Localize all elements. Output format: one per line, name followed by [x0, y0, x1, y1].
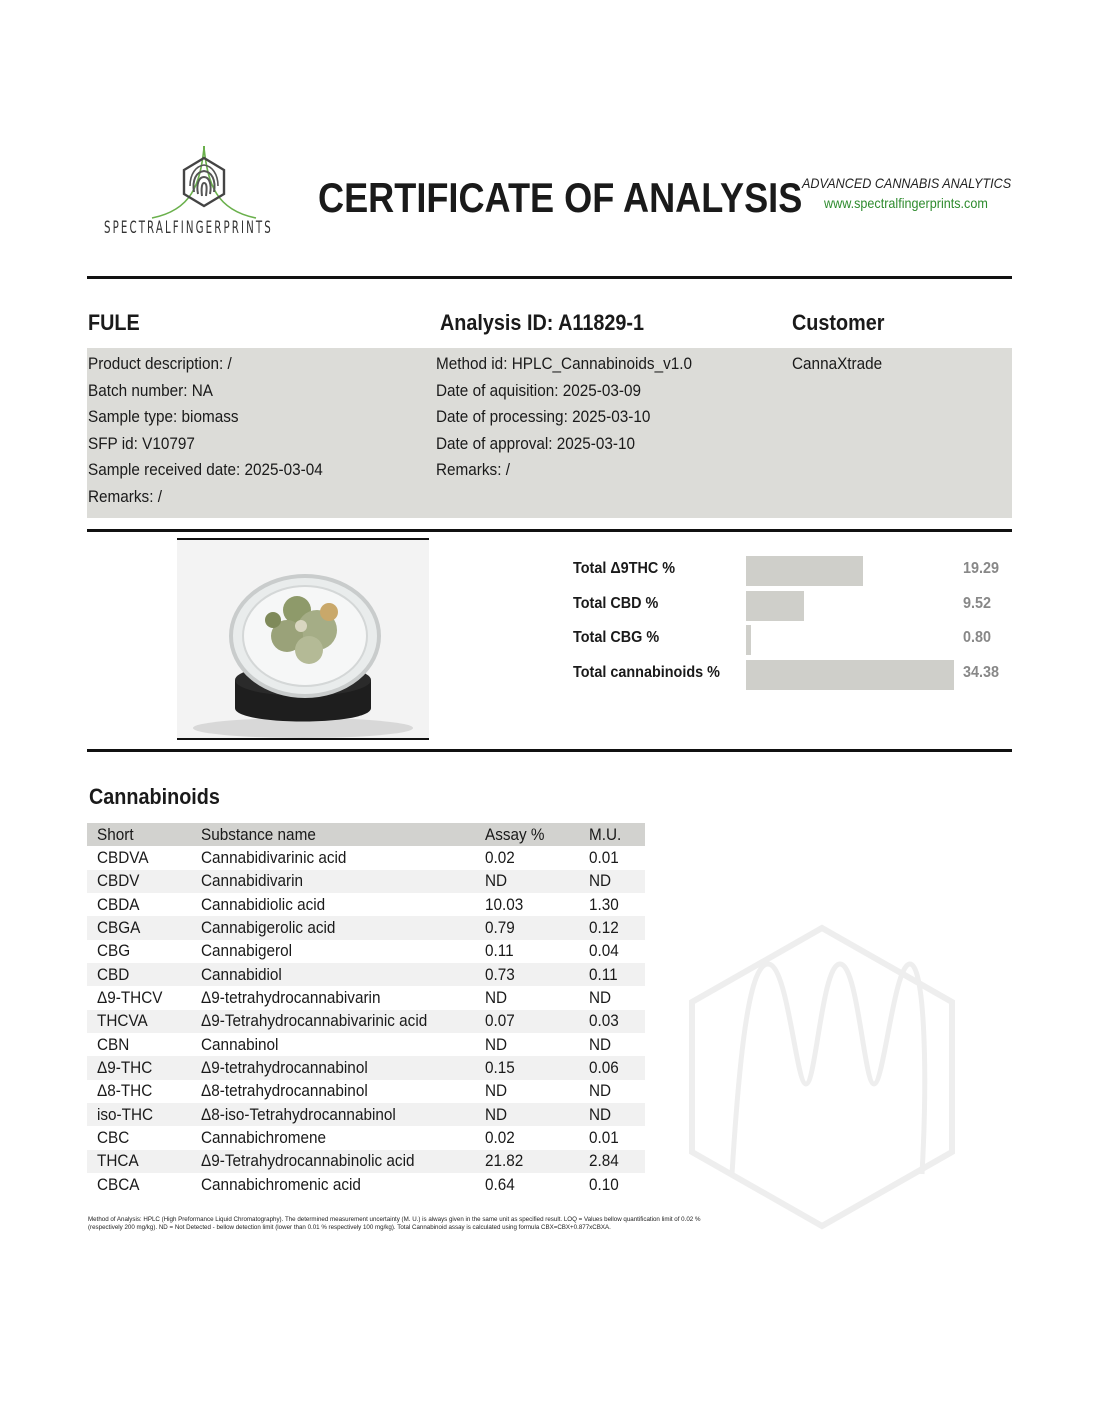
table-row	[87, 940, 645, 963]
mu-cell: 0.12	[589, 917, 619, 937]
mu-cell: 0.01	[589, 1127, 619, 1147]
sample-received-date: Sample received date: 2025-03-04	[88, 460, 323, 480]
short-name-cell: Δ9-THC	[97, 1057, 153, 1077]
assay-cell: 0.64	[485, 1174, 515, 1194]
mu-cell: 0.10	[589, 1174, 619, 1194]
short-name-cell: iso-THC	[97, 1104, 154, 1124]
fingerprint-hexagon-icon	[104, 144, 304, 224]
table-header-row	[87, 823, 645, 846]
date-of-acquisition: Date of aquisition: 2025-03-09	[436, 380, 641, 400]
analysis-id: Analysis ID: A11829-1	[440, 310, 644, 335]
short-name-cell: CBDVA	[97, 847, 149, 867]
substance-name-cell: Cannabidivarinic acid	[201, 847, 347, 867]
substance-name-cell: Δ9-tetrahydrocannabinol	[201, 1057, 368, 1077]
total-cbd-label: Total CBD %	[573, 595, 659, 612]
cannabis-jar-image	[177, 540, 429, 738]
table-row	[87, 1173, 645, 1196]
total-cbg-bar	[746, 625, 751, 655]
short-name-cell: CBDA	[97, 894, 140, 914]
short-name-cell: Δ8-THC	[97, 1081, 153, 1101]
table-row	[87, 1103, 645, 1126]
assay-cell: ND	[485, 1034, 508, 1054]
substance-name-cell: Δ8-iso-Tetrahydrocannabinol	[201, 1104, 396, 1124]
table-row	[87, 1080, 645, 1103]
mu-cell: 1.30	[589, 894, 619, 914]
mu-cell: 0.03	[589, 1011, 619, 1031]
table-row	[87, 1010, 645, 1033]
method-remarks: Remarks: /	[436, 460, 510, 480]
mu-cell: ND	[589, 987, 612, 1007]
total-cbd-value: 9.52	[963, 595, 992, 612]
total-cbd-row	[573, 591, 1013, 621]
mu-cell: 2.84	[589, 1151, 619, 1171]
table-row	[87, 916, 645, 939]
short-name-cell: THCA	[97, 1151, 139, 1171]
substance-name-cell: Cannabidiol	[201, 964, 282, 984]
divider	[87, 276, 1012, 279]
column-header-mu: M.U.	[589, 824, 622, 844]
date-of-processing: Date of processing: 2025-03-10	[436, 407, 651, 427]
cannabinoids-section-title: Cannabinoids	[89, 784, 220, 809]
total-cannabinoids-label: Total cannabinoids %	[573, 664, 720, 681]
sample-photo	[177, 538, 429, 740]
short-name-cell: CBC	[97, 1127, 130, 1147]
assay-cell: ND	[485, 1104, 508, 1124]
short-name-cell: Δ9-THCV	[97, 987, 163, 1007]
assay-cell: 0.02	[485, 847, 515, 867]
table-row	[87, 1150, 645, 1173]
table-row	[87, 1056, 645, 1079]
total-cbg-label: Total CBG %	[573, 629, 660, 646]
substance-name-cell: Cannabidivarin	[201, 871, 304, 891]
sfp-id: SFP id: V10797	[88, 433, 195, 453]
sample-details	[88, 351, 323, 511]
column-header-assay: Assay %	[485, 824, 545, 844]
method-footnote: Method of Analysis: HPLC (High Preformance Liquid Chromatography). The determined measurement uncertainty (M. U.) is always given in the same unit as specified result. LOQ = Values bellow quantification limit of 0.02 % (respectively 200 mg/kg). ND = Not Detected - bellow detection limit (lower than 0.01 % respectively 100 mg/kg). Total Cannabinoid assay is calculated using formula CBX=CBX+0.877xCBXA.	[88, 1216, 701, 1231]
table-row	[87, 1126, 645, 1149]
total-thc-value: 19.29	[963, 560, 1000, 577]
product-description: Product description: /	[88, 354, 232, 373]
short-name-cell: CBCA	[97, 1174, 140, 1194]
mu-cell: ND	[589, 871, 612, 891]
assay-cell: 0.02	[485, 1127, 515, 1147]
total-thc-bar	[746, 556, 863, 586]
assay-cell: 0.79	[485, 917, 515, 937]
divider	[87, 749, 1012, 752]
total-cbg-value: 0.80	[963, 629, 992, 646]
short-name-cell: CBN	[97, 1034, 130, 1054]
assay-cell: ND	[485, 1081, 508, 1101]
divider	[87, 529, 1012, 532]
substance-name-cell: Cannabigerol	[201, 941, 293, 961]
total-thc-label: Total Δ9THC %	[573, 560, 676, 577]
method-details	[436, 351, 692, 484]
short-name-cell: CBG	[97, 941, 131, 961]
mu-cell: ND	[589, 1104, 612, 1124]
assay-cell: 21.82	[485, 1151, 524, 1171]
logo-wordmark: SPECTRALFINGERPRINTS	[104, 218, 273, 237]
assay-cell: 0.11	[485, 941, 514, 961]
short-name-cell: THCVA	[97, 1011, 148, 1031]
mu-cell: 0.06	[589, 1057, 619, 1077]
table-row	[87, 893, 645, 916]
short-name-cell: CBGA	[97, 917, 141, 937]
date-of-approval: Date of approval: 2025-03-10	[436, 433, 636, 453]
total-cannabinoids-bar	[746, 660, 954, 690]
method-id: Method id: HPLC_Cannabinoids_v1.0	[436, 354, 693, 373]
assay-cell: 0.07	[485, 1011, 515, 1031]
assay-cell: ND	[485, 871, 508, 891]
total-cannabinoids-value: 34.38	[963, 664, 1000, 681]
table-row	[87, 870, 645, 893]
table-row	[87, 846, 645, 869]
mu-cell: 0.04	[589, 941, 619, 961]
substance-name-cell: Cannabidiolic acid	[201, 894, 326, 914]
sample-type: Sample type: biomass	[88, 407, 239, 427]
hexagon-watermark-icon	[688, 924, 956, 1230]
substance-name-cell: Cannabichromenic acid	[201, 1174, 361, 1194]
batch-number: Batch number: NA	[88, 380, 214, 400]
short-name-cell: CBD	[97, 964, 130, 984]
substance-name-cell: Δ8-tetrahydrocannabinol	[201, 1081, 368, 1101]
total-cannabinoids-row	[573, 660, 1013, 690]
page-title: CERTIFICATE OF ANALYSIS	[318, 174, 803, 221]
table-row	[87, 986, 645, 1009]
company-logo	[104, 144, 304, 244]
customer-heading: Customer	[792, 310, 885, 335]
mu-cell: ND	[589, 1081, 612, 1101]
mu-cell: 0.11	[589, 964, 618, 984]
sample-remarks: Remarks: /	[88, 486, 162, 506]
substance-name-cell: Δ9-Tetrahydrocannabivarinic acid	[201, 1011, 428, 1031]
watermark-logo	[688, 924, 956, 1230]
column-header-short: Short	[97, 824, 134, 844]
substance-name-cell: Cannabinol	[201, 1034, 279, 1054]
substance-name-cell: Cannabichromene	[201, 1127, 327, 1147]
company-tagline: ADVANCED CANNABIS ANALYTICS	[802, 175, 1012, 191]
assay-cell: 0.73	[485, 964, 515, 984]
short-name-cell: CBDV	[97, 871, 140, 891]
company-website-link[interactable]: www.spectralfingerprints.com	[824, 195, 988, 211]
customer-name: CannaXtrade	[792, 354, 883, 373]
column-header-substance: Substance name	[201, 824, 316, 844]
total-cbg-row	[573, 625, 1013, 655]
mu-cell: 0.01	[589, 847, 619, 867]
assay-cell: 10.03	[485, 894, 524, 914]
substance-name-cell: Δ9-tetrahydrocannabivarin	[201, 987, 381, 1007]
mu-cell: ND	[589, 1034, 612, 1054]
assay-cell: ND	[485, 987, 508, 1007]
total-thc-row	[573, 556, 1013, 586]
table-row	[87, 963, 645, 986]
assay-cell: 0.15	[485, 1057, 515, 1077]
cannabinoids-table	[87, 823, 645, 1196]
table-body	[87, 846, 645, 1196]
product-name: FULE	[88, 310, 140, 335]
table-row	[87, 1033, 645, 1056]
total-cbd-bar	[746, 591, 804, 621]
substance-name-cell: Cannabigerolic acid	[201, 917, 336, 937]
customer-details	[792, 351, 882, 378]
substance-name-cell: Δ9-Tetrahydrocannabinolic acid	[201, 1151, 415, 1171]
